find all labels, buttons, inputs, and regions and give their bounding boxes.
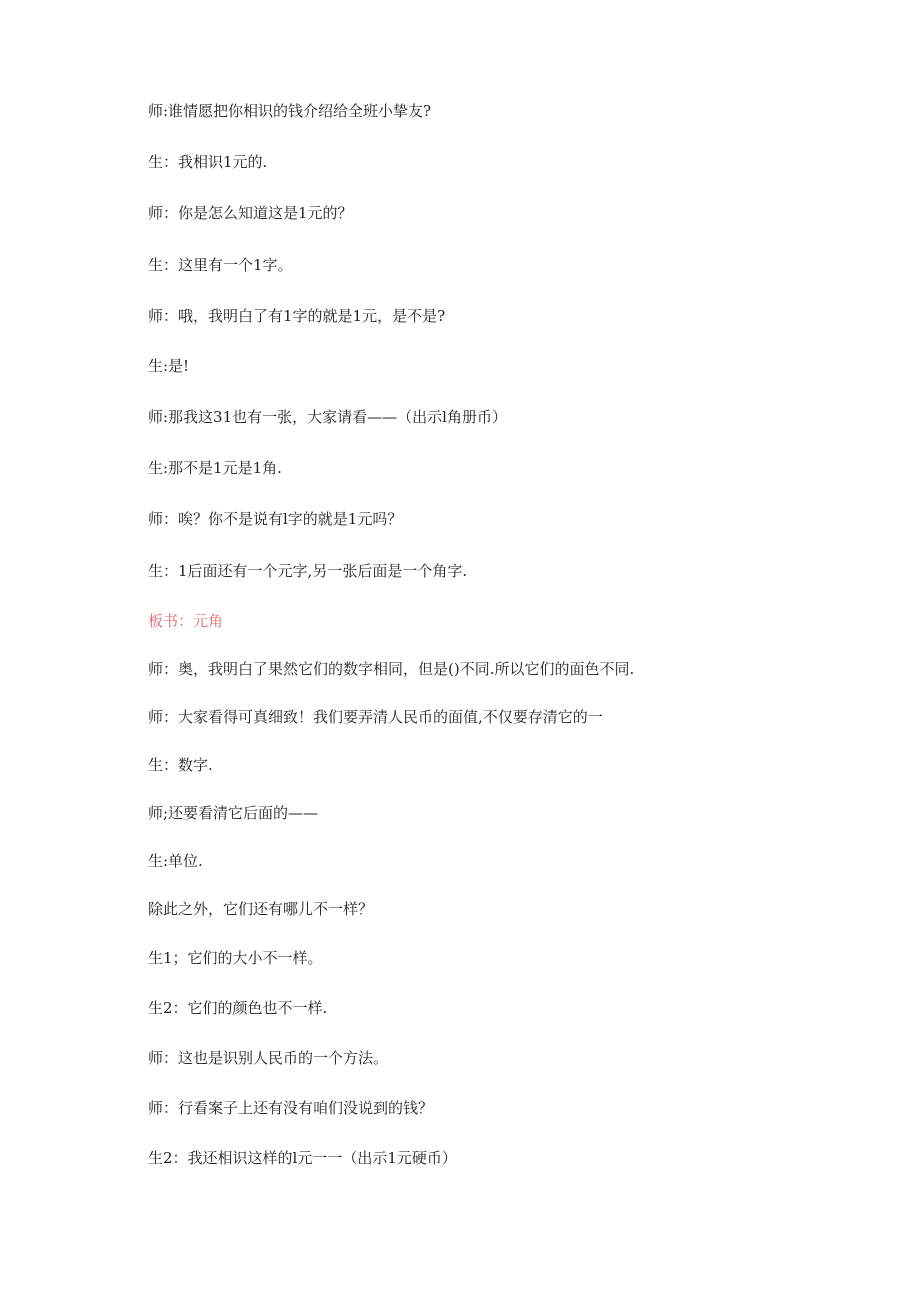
dialogue-line: 生:单位.: [148, 852, 203, 870]
dialogue-line: 生：数字.: [148, 756, 213, 774]
dialogue-line: 生：我相识1元的.: [148, 153, 268, 171]
dialogue-line: 生2：它们的颜色也不一样.: [148, 999, 328, 1017]
board-writing-note: 板书：元角: [148, 612, 224, 630]
dialogue-line: 师：哦，我明白了有1字的就是1元，是不是?: [148, 307, 446, 325]
dialogue-line: 除此之外，它们还有哪儿不一样？: [148, 900, 374, 918]
dialogue-line: 生1；它们的大小不一样。: [148, 949, 323, 967]
dialogue-line: 师：奥，我明白了果然它们的数字相同，但是()不同.所以它们的面色不同.: [148, 660, 635, 678]
dialogue-line: 生:是!: [148, 357, 190, 375]
dialogue-line: 生：1后面还有一个元字,另一张后面是一个角字.: [148, 562, 468, 580]
dialogue-line: 师;还要看清它后面的——: [148, 804, 319, 822]
dialogue-line: 师:那我这31也有一张，大家请看——（出示l角册币）: [148, 408, 507, 426]
dialogue-line: 生：这里有一个1字。: [148, 256, 293, 274]
dialogue-line: 师：这也是识别人民币的一个方法。: [148, 1049, 389, 1067]
dialogue-line: 师:谁情愿把你相识的钱介绍给全班小挚友?: [148, 102, 432, 120]
dialogue-line: 生:那不是1元是1角.: [148, 459, 282, 477]
dialogue-line: 生2：我还相识这样的l元一一（出示1元硬币）: [148, 1149, 457, 1167]
dialogue-line: 师：你是怎么知道这是1元的？: [148, 204, 353, 222]
dialogue-line: 师：行看案子上还有没有咱们没说到的钱？: [148, 1099, 434, 1117]
dialogue-line: 师：大家看得可真细致！我们要弄清人民币的面值,不仅要存清它的一: [148, 708, 603, 726]
dialogue-line: 师：唉？你不是说有l字的就是1元吗？: [148, 510, 403, 528]
